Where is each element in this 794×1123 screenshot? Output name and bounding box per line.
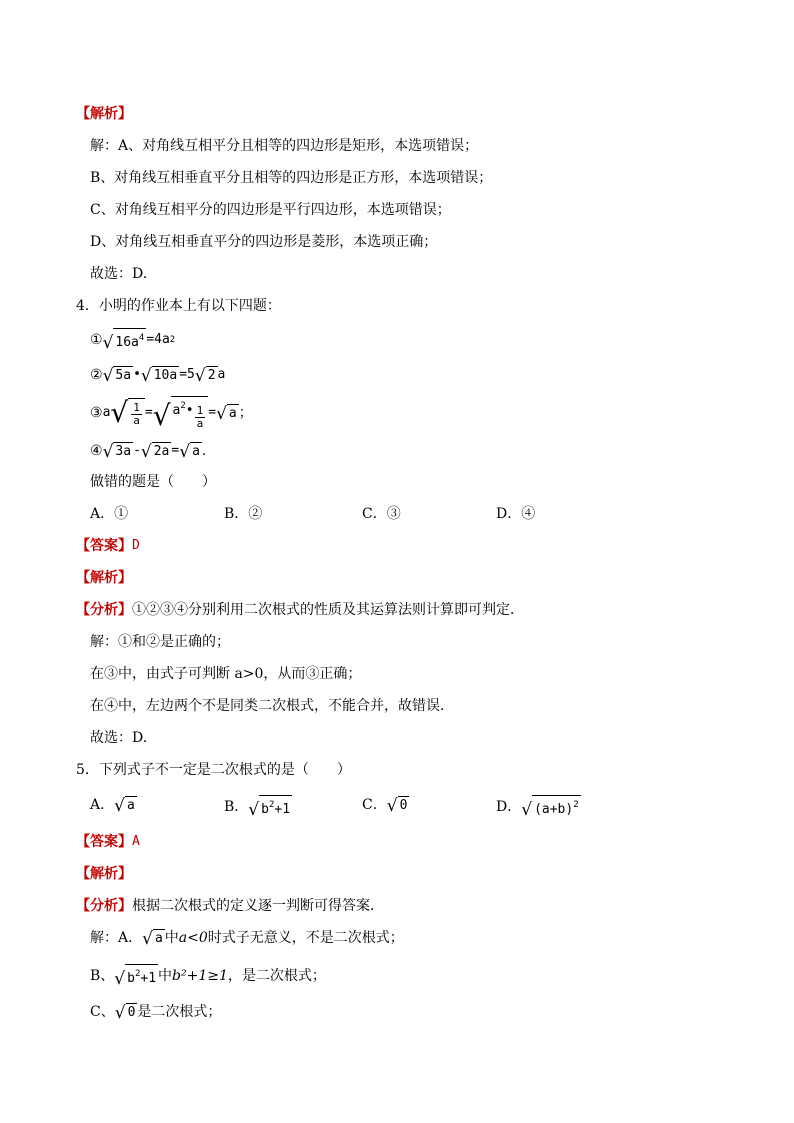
equals-text: =5 <box>179 367 195 382</box>
fraction <box>131 402 142 427</box>
q4-sol-2 <box>90 664 361 684</box>
solution-line-d <box>90 232 437 252</box>
tail-text: . <box>201 443 207 459</box>
item-mark: ③ <box>90 405 103 421</box>
item-mark: ① <box>90 332 103 348</box>
q4-answer <box>76 536 140 556</box>
q5-sol-b <box>90 964 326 988</box>
q5-option-b <box>224 795 292 819</box>
solution-text: 中 <box>164 930 179 946</box>
analysis-tag: 【解析】 <box>76 570 132 586</box>
equals-text: = <box>171 443 180 458</box>
radicand <box>128 398 145 428</box>
rhs-text: =4a <box>146 332 170 347</box>
fenxi-text: ①②③④分别利用二次根式的性质及其运算法则计算即可判定． <box>132 602 524 618</box>
q4-analysis-header <box>76 568 132 588</box>
q4-option-a <box>90 504 128 524</box>
tail-text: a <box>217 367 226 382</box>
q4-sol-4 <box>90 728 147 748</box>
q5-fenxi <box>76 896 384 916</box>
denominator: a <box>133 414 140 427</box>
exponent: 2 <box>134 969 141 979</box>
q4-item-2 <box>90 365 225 385</box>
solution-text: C、 <box>90 1004 115 1020</box>
exponent: 2 <box>268 800 275 810</box>
radical-sign-icon: √ <box>248 800 260 820</box>
radical <box>141 442 172 461</box>
radicand-tail: +1 <box>140 971 157 986</box>
q4-item-1 <box>90 328 175 352</box>
exponent: 2 <box>180 400 186 411</box>
radical-sign-icon: √ <box>386 795 398 816</box>
item-mark: ④ <box>90 443 103 459</box>
radical-sign-icon: √ <box>114 1002 126 1023</box>
option-text: A．① <box>90 506 129 522</box>
solution-text: 解：①和②是正确的； <box>90 634 230 650</box>
radicand: 10a <box>153 367 178 383</box>
radical-sign-icon: √ <box>102 365 114 386</box>
radical <box>521 795 580 819</box>
q5-answer <box>76 832 140 852</box>
radical <box>114 964 158 988</box>
radical-sign-icon: √ <box>521 800 533 820</box>
solution-text: 故选：D. <box>90 266 148 282</box>
radical-sign-icon: √ <box>114 795 125 816</box>
question-5-stem <box>76 760 351 780</box>
radicand-text: b <box>261 802 269 817</box>
minus-text: - <box>133 443 141 458</box>
solution-text: C、对角线互相平分的四边形是平行四边形，本选项错误； <box>90 202 451 218</box>
solution-conclusion <box>90 264 147 284</box>
q5-option-c <box>362 795 409 815</box>
radicand: 3a <box>115 443 132 459</box>
answer-tag: 【答案】 <box>76 834 132 850</box>
option-text: C．③ <box>362 506 401 522</box>
radicand: a <box>228 405 237 421</box>
q4-option-b <box>224 504 262 524</box>
radical-sign-icon: √ <box>102 441 114 462</box>
q5-option-d <box>496 795 581 819</box>
radicand <box>259 795 292 819</box>
fenxi-tag: 【分析】 <box>76 898 132 914</box>
q4-sol-3 <box>90 696 454 716</box>
radical <box>103 366 134 385</box>
fraction <box>195 405 206 430</box>
answer-tag: 【答案】 <box>76 538 132 554</box>
radicand <box>125 964 158 988</box>
question-text: 4．小明的作业本上有以下四题： <box>76 298 281 314</box>
condition-text: a<0 <box>178 930 208 946</box>
answer-value: D <box>132 538 140 553</box>
option-label: B． <box>224 799 249 815</box>
option-text: D．④ <box>496 506 536 522</box>
radicand-text: 16a <box>115 335 139 350</box>
exponent: 2 <box>573 800 579 810</box>
radical <box>387 796 410 815</box>
q4-sol-1 <box>90 632 230 652</box>
equals-text: = <box>208 405 217 420</box>
solution-text: 在④中，左边两个不是同类二次根式，不能合并，故错误． <box>90 698 454 714</box>
q4-fenxi <box>76 600 524 620</box>
radical <box>142 929 165 948</box>
q4-option-d <box>496 504 535 524</box>
multiply-dot: • <box>185 402 194 418</box>
fenxi-tag: 【分析】 <box>76 602 132 618</box>
solution-text: D、对角线互相垂直平分的四边形是菱形，本选项正确； <box>90 234 438 250</box>
coefficient: a <box>102 405 111 420</box>
radical <box>153 396 209 431</box>
solution-text: 解：A． <box>90 930 143 946</box>
radical <box>114 796 137 815</box>
radicand: a <box>154 930 163 946</box>
option-text: B．② <box>224 506 263 522</box>
multiply-dot: • <box>133 367 141 382</box>
option-label: D． <box>496 799 522 815</box>
analysis-header <box>76 104 132 124</box>
solution-line-b <box>90 168 492 188</box>
q4-item-3 <box>90 396 253 430</box>
radicand-tail: +1 <box>274 802 291 817</box>
solution-text: B、 <box>90 968 115 984</box>
q5-sol-c <box>90 1002 221 1022</box>
radical <box>103 442 134 461</box>
radical-sign-icon: √ <box>216 403 227 424</box>
radicand: a <box>192 443 200 459</box>
radical-sign-icon: √ <box>114 969 126 989</box>
answer-value: A <box>132 834 140 849</box>
denominator: a <box>196 416 204 430</box>
solution-text: 在③中，由式子可判断 a>0，从而③正确； <box>90 666 362 682</box>
solution-line-c <box>90 200 451 220</box>
radical-sign-icon: √ <box>140 441 152 462</box>
radicand <box>532 795 581 819</box>
radical-sign-icon: √ <box>102 333 114 353</box>
radicand: a <box>126 797 135 813</box>
solution-text: 时式子无意义，不是二次根式； <box>207 930 404 946</box>
exponent: 4 <box>138 333 145 343</box>
fenxi-text: 根据二次根式的定义逐一判断可得答案． <box>132 898 384 914</box>
radicand <box>171 396 209 431</box>
solution-text: 中 <box>158 968 173 984</box>
radical-sign-icon: √ <box>140 365 152 386</box>
numerator: 1 <box>133 401 140 414</box>
radicand-text: b <box>127 971 135 986</box>
question-text: 5．下列式子不一定是二次根式的是（ ） <box>76 762 351 778</box>
radical <box>115 1003 138 1022</box>
solution-line-a <box>90 136 478 156</box>
radicand: 0 <box>127 1004 136 1020</box>
radical-sign-icon: √ <box>194 365 206 386</box>
q4-prompt <box>90 472 216 492</box>
radical-sign-icon: √ <box>110 396 129 429</box>
radicand <box>113 328 146 352</box>
radical <box>110 398 144 428</box>
radical <box>248 795 292 819</box>
radicand-text: a <box>172 402 181 418</box>
solution-text: B、对角线互相垂直平分且相等的四边形是正方形，本选项错误； <box>90 170 493 186</box>
radicand: 0 <box>399 797 408 813</box>
q5-sol-a <box>90 928 404 948</box>
radical <box>179 442 202 461</box>
condition-text: b²+1≥1 <box>172 968 228 984</box>
radicand: 2 <box>207 367 216 383</box>
q5-analysis-header <box>76 864 132 884</box>
radicand-text: (a+b) <box>534 802 574 817</box>
solution-text: ，是二次根式； <box>227 968 326 984</box>
radical <box>195 366 218 385</box>
radical <box>141 366 179 385</box>
prompt-text: 做错的题是（ ） <box>90 474 216 490</box>
equals-text: = <box>144 405 153 420</box>
radical <box>216 404 239 423</box>
radicand: 2a <box>153 443 170 459</box>
option-label: A． <box>90 797 115 813</box>
question-4-stem <box>76 296 281 316</box>
solution-text: 解：A、对角线互相平分且相等的四边形是矩形，本选项错误； <box>90 138 479 154</box>
exponent: 2 <box>169 335 176 345</box>
radicand: 5a <box>115 367 132 383</box>
radical-sign-icon: √ <box>142 928 153 949</box>
tail-text: ； <box>238 405 253 421</box>
radical-sign-icon: √ <box>179 441 191 462</box>
analysis-tag: 【解析】 <box>76 106 132 122</box>
analysis-tag: 【解析】 <box>76 866 132 882</box>
radical-sign-icon: √ <box>152 398 171 432</box>
solution-text: 故选：D. <box>90 730 148 746</box>
numerator: 1 <box>196 403 204 417</box>
q5-option-a <box>90 795 137 815</box>
item-mark: ② <box>90 367 103 383</box>
option-label: C． <box>362 797 387 813</box>
q4-item-4 <box>90 441 206 461</box>
q4-option-c <box>362 504 401 524</box>
radical <box>103 328 147 352</box>
solution-text: 是二次根式； <box>137 1004 222 1020</box>
